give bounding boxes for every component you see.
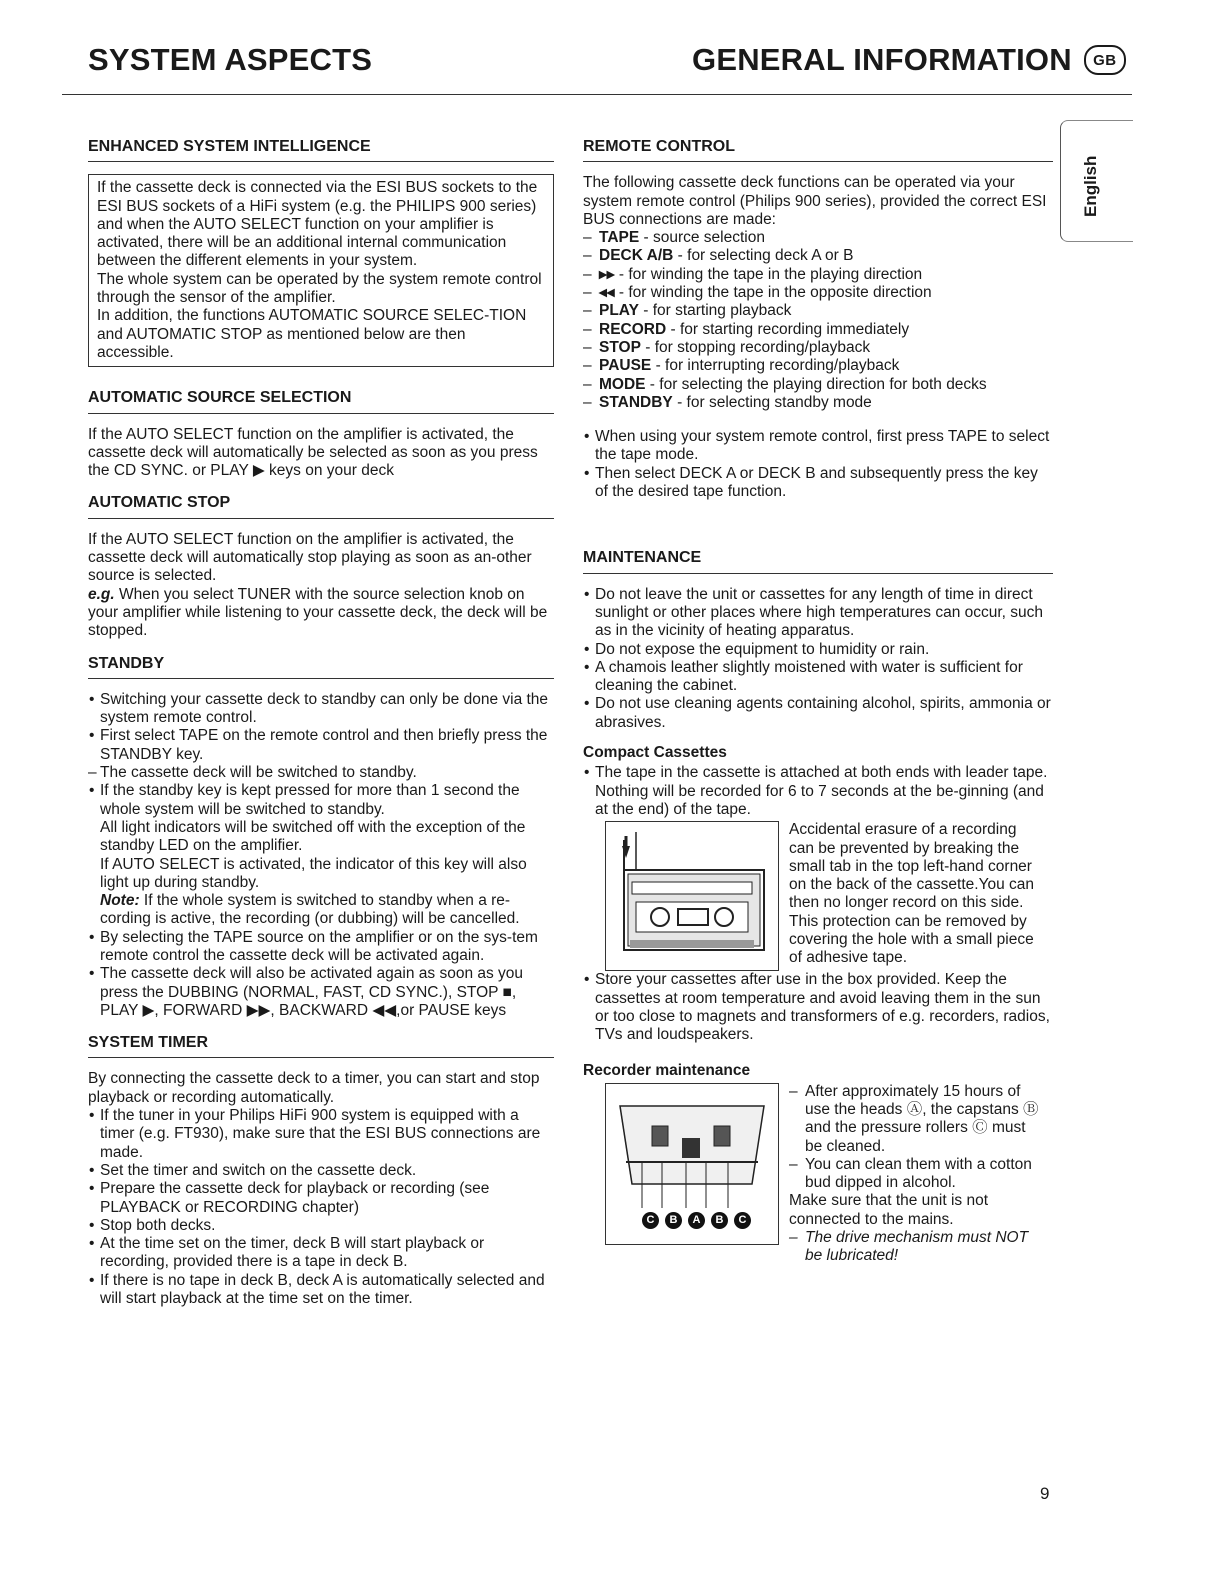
part-label: C [734, 1212, 751, 1229]
recorder-maintenance-list [789, 1083, 1041, 1193]
remote-function-key: PAUSE [599, 357, 652, 375]
list-item-text: If AUTO SELECT is activated, the indicator of this key will also light up during standby. [100, 855, 527, 891]
recorder-mechanism-illustration [605, 1083, 779, 1245]
note [100, 892, 554, 929]
remote-function-desc: - for selecting standby mode [672, 393, 872, 411]
list-item: • Switching your cassette deck to standby can only be done via the system remote control. [88, 691, 554, 728]
compact-cassettes-title: Compact Cassettes [583, 744, 727, 762]
note-text: If the whole system is switched to standby when a re-cording is active, the recording (or dubbing) will be cancelled. [100, 892, 520, 928]
standby-list [88, 691, 554, 1020]
remote-function-desc: - for starting playback [638, 302, 792, 320]
list-item: • Prepare the cassette deck for playback or recording (see PLAYBACK or RECORDING chapter) [88, 1180, 554, 1217]
section-title: STANDBY [88, 655, 554, 679]
list-item: • The cassette deck will also be activated again as soon as you press the DUBBING (NORMAL, FAST, CD SYNC.), STOP ■, PLAY ▶, FORWARD ▶▶, BACKWARD ◀◀,or PAUSE keys [88, 965, 554, 1020]
cassette-list [583, 764, 1053, 819]
cassette-figure-text: Accidental erasure of a recording can be prevented by breaking the small tab in the top left-hand corner on the back of the cassette.You can then no longer record on this side. This protection can be removed by covering the hole with a small piece of adhesive tape. [789, 821, 1035, 967]
page-title-right [692, 42, 1126, 78]
section-title: AUTOMATIC STOP [88, 494, 554, 518]
list-item: – The drive mechanism must NOT be lubricated! [789, 1229, 1041, 1266]
list-item: – You can clean them with a cotton bud dipped in alcohol. [789, 1156, 1041, 1193]
remote-function-desc: - for starting recording immediately [666, 320, 910, 338]
remote-function-key: MODE [599, 375, 646, 393]
list-item-text: All light indicators will be switched off with the exception of the standby LED on the amplifier. [100, 818, 526, 855]
list-item: • When using your system remote control, first press TAPE to select the tape mode. [583, 428, 1053, 465]
list-item: • Set the timer and switch on the cassette deck. [88, 1162, 554, 1180]
auto-source-section [88, 389, 554, 480]
section-title: SYSTEM TIMER [88, 1034, 554, 1058]
list-item: • Do not use cleaning agents containing alcohol, spirits, ammonia or abrasives. [583, 695, 1053, 732]
remote-function-key: PLAY [599, 302, 639, 320]
list-item-text: • If the standby key is kept pressed for more than 1 second the whole system will be switched to standby. [100, 782, 520, 818]
list-item: • Do not expose the equipment to humidity or rain. [583, 641, 1053, 659]
list-item [88, 782, 554, 928]
paragraph: In addition, the functions AUTOMATIC SOURCE SELEC-TION and AUTOMATIC STOP as mentioned below are then accessible. [97, 307, 527, 361]
remote-function-item [583, 394, 1053, 412]
remote-function-key: ▸▸ [599, 265, 615, 283]
right-column [583, 138, 1053, 1276]
remote-function-item [583, 376, 1053, 394]
auto-stop-section [88, 494, 554, 640]
remote-function-desc: - for selecting deck A or B [673, 247, 854, 265]
remote-control-section [583, 138, 1053, 501]
cassette-list-2 [583, 971, 1053, 1044]
remote-function-item [583, 302, 1053, 320]
section-title: REMOTE CONTROL [583, 138, 1053, 162]
remote-function-desc: - for interrupting recording/playback [651, 357, 900, 375]
paragraph: By connecting the cassette deck to a timer, you can start and stop playback or recording automatically. [88, 1070, 540, 1106]
list-item: • A chamois leather slightly moistened with water is sufficient for cleaning the cabinet. [583, 659, 1053, 696]
list-item: – The cassette deck will be switched to standby. [88, 764, 554, 782]
language-tab-label: English [1081, 155, 1100, 217]
note-label: Note: [100, 892, 140, 910]
remote-function-key: STANDBY [599, 393, 673, 411]
cassette-figure-row [605, 821, 1053, 971]
standby-section [88, 655, 554, 1021]
list-item: • If there is no tape in deck B, deck A is automatically selected and will start playback at the time set on the timer. [88, 1272, 554, 1309]
system-timer-section [88, 1034, 554, 1308]
page-title-left: SYSTEM ASPECTS [88, 42, 373, 77]
remote-function-desc: - for winding the tape in the opposite direction [614, 284, 932, 302]
remote-function-key: TAPE [599, 229, 640, 247]
language-tab [1060, 120, 1133, 242]
paragraph: The following cassette deck functions can be operated via your system remote control (Philips 900 series), provided the correct ESI BUS connections are made: [583, 174, 1047, 228]
section-title: ENHANCED SYSTEM INTELLIGENCE [88, 138, 554, 162]
remote-function-item [583, 284, 1053, 302]
remote-function-desc: - source selection [639, 229, 765, 247]
recorder-maintenance-title: Recorder maintenance [583, 1062, 751, 1080]
paragraph: If the cassette deck is connected via the ESI BUS sockets to the ESI BUS sockets of a HiFi system (e.g. the PHILIPS 900 series) and when the AUTO SELECT function on your amplifier is activated, there will be an additional internal communication between the different elements in your system. [97, 179, 538, 270]
list-item: • Then select DECK A or DECK B and subsequently press the key of the desired tape function. [583, 465, 1053, 502]
remote-function-item [583, 357, 1053, 375]
language-badge: GB [1084, 45, 1126, 75]
list-item: • Do not leave the unit or cassettes for any length of time in direct sunlight or other places where high temperatures can occur, such as in the vicinity of heating apparatus. [583, 586, 1053, 641]
remote-function-desc: - for stopping recording/playback [640, 338, 871, 356]
remote-function-key: RECORD [599, 320, 667, 338]
remote-function-key: DECK A/B [599, 247, 674, 265]
section-title: AUTOMATIC SOURCE SELECTION [88, 389, 554, 413]
list-item: • First select TAPE on the remote control and then briefly press the STANDBY key. [88, 727, 554, 764]
list-item: • The tape in the cassette is attached at both ends with leader tape. Nothing will be recorded for 6 to 7 seconds at the be-ginning (and at the end) of the tape. [583, 764, 1053, 819]
part-label: A [688, 1212, 705, 1229]
left-column [88, 138, 554, 1318]
list-item: • Store your cassettes after use in the box provided. Keep the cassettes at room temperature and avoid leaving them in the sun or too close to magnets and transformers of e.g. recorders, radios, TVs and loudspeakers. [583, 971, 1053, 1044]
part-label: B [711, 1212, 728, 1229]
part-label: B [665, 1212, 682, 1229]
list-item: • If the tuner in your Philips HiFi 900 system is equipped with a timer (e.g. FT930), make sure that the ESI BUS connections are made. [88, 1107, 554, 1162]
example-text: When you select TUNER with the source selection knob on your amplifier while listening to your cassette deck, the deck will be stopped. [88, 585, 548, 640]
esi-section [88, 138, 554, 367]
list-item: • Stop both decks. [88, 1217, 554, 1235]
paragraph: The whole system can be operated by the system remote control through the sensor of the amplifier. [97, 270, 542, 307]
remote-function-item [583, 229, 1053, 247]
remote-function-item [583, 321, 1053, 339]
recorder-figure-text [789, 1083, 1041, 1266]
recorder-warning-list [789, 1229, 1041, 1266]
remote-function-item [583, 247, 1053, 265]
paragraph: Make sure that the unit is not connected to the mains. [789, 1192, 989, 1228]
maintenance-list [583, 586, 1053, 732]
remote-function-list [583, 229, 1053, 412]
example-label: e.g. [88, 585, 115, 603]
mechanism-part-labels [642, 1212, 751, 1229]
list-item: – After approximately 15 hours of use the heads Ⓐ, the capstans Ⓑ and the pressure rollers Ⓒ must be cleaned. [789, 1083, 1041, 1156]
paragraph: If the AUTO SELECT function on the amplifier is activated, the cassette deck will automatically stop playing as soon as an-other source is selected. [88, 530, 532, 585]
cassette-illustration [605, 821, 779, 971]
page-number: 9 [1040, 1484, 1050, 1503]
remote-function-item [583, 339, 1053, 357]
recorder-figure-row [605, 1083, 1053, 1266]
remote-function-key: STOP [599, 338, 641, 356]
header-divider [62, 94, 1132, 95]
section-title: MAINTENANCE [583, 549, 1053, 573]
paragraph: If the AUTO SELECT function on the amplifier is activated, the cassette deck will automatically be selected as soon as you press the CD SYNC. or PLAY ▶ keys on your deck [88, 425, 538, 480]
remote-function-item [583, 266, 1053, 284]
remote-function-desc: - for selecting the playing direction for both decks [645, 375, 987, 393]
part-label: C [642, 1212, 659, 1229]
list-item: • By selecting the TAPE source on the amplifier or on the sys-tem remote control the cassette deck will be activated again. [88, 929, 554, 966]
example-paragraph [88, 586, 554, 641]
cassette-icon [606, 822, 778, 970]
list-item: • At the time set on the timer, deck B will start playback or recording, provided there is a tape in deck B. [88, 1235, 554, 1272]
timer-list [88, 1107, 554, 1308]
remote-function-key: ◂◂ [599, 284, 615, 302]
page-title-right-text: GENERAL INFORMATION [692, 42, 1072, 77]
remote-function-desc: - for winding the tape in the playing direction [614, 265, 923, 283]
remote-notes [583, 428, 1053, 501]
maintenance-section [583, 549, 1053, 1265]
esi-box [88, 174, 554, 367]
